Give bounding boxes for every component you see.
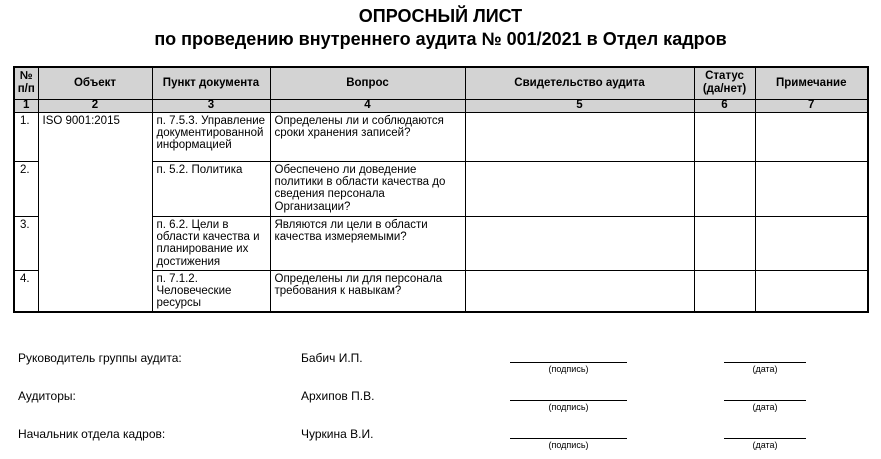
signature-line: (подпись) <box>510 400 627 413</box>
signature-role: Начальник отдела кадров: <box>18 427 166 441</box>
column-numbers-row <box>14 99 868 112</box>
row-number-cell: 2. <box>14 161 38 216</box>
row-number-cell: 3. <box>14 216 38 270</box>
table-row <box>14 112 868 161</box>
audit-table <box>13 66 869 313</box>
column-number-4: 4 <box>270 99 465 112</box>
clause-cell: п. 7.1.2. Человеческие ресурсы <box>152 270 270 312</box>
column-number-6: 6 <box>694 99 755 112</box>
question-cell: Обеспечено ли доведение политики в области качества до сведения персонала Организации? <box>270 161 465 216</box>
date-line: (дата) <box>724 400 806 413</box>
signature-role: Руководитель группы аудита: <box>18 351 182 365</box>
note-cell <box>755 216 868 270</box>
column-number-3: 3 <box>152 99 270 112</box>
col-header-object: Объект <box>38 67 152 99</box>
note-cell <box>755 112 868 161</box>
note-cell <box>755 161 868 216</box>
table-header-row <box>14 67 868 99</box>
signature-name: Чуркина В.И. <box>301 427 374 441</box>
evidence-cell <box>465 161 694 216</box>
date-line: (дата) <box>724 438 806 451</box>
col-header-evidence: Свидетельство аудита <box>465 67 694 99</box>
col-header-status: Статус (да/нет) <box>694 67 755 99</box>
signature-role: Аудиторы: <box>18 389 76 403</box>
col-header-note: Примечание <box>755 67 868 99</box>
clause-cell: п. 6.2. Цели в области качества и планирование их достижения <box>152 216 270 270</box>
signature-name: Архипов П.В. <box>301 389 375 403</box>
row-number-cell: 4. <box>14 270 38 312</box>
question-cell: Являются ли цели в области качества измеряемыми? <box>270 216 465 270</box>
col-header-clause: Пункт документа <box>152 67 270 99</box>
column-number-5: 5 <box>465 99 694 112</box>
question-cell: Определены ли для персонала требования к навыкам? <box>270 270 465 312</box>
evidence-cell <box>465 216 694 270</box>
column-number-1: 1 <box>14 99 38 112</box>
signature-line: (подпись) <box>510 362 627 375</box>
title-line-1: ОПРОСНЫЙ ЛИСТ <box>358 6 523 26</box>
question-cell: Определены ли и соблюдаются сроки хранения записей? <box>270 112 465 161</box>
clause-cell: п. 5.2. Политика <box>152 161 270 216</box>
date-line: (дата) <box>724 362 806 375</box>
status-cell <box>694 112 755 161</box>
object-cell: ISO 9001:2015 <box>38 112 152 312</box>
signature-name: Бабич И.П. <box>301 351 363 365</box>
row-number-cell: 1. <box>14 112 38 161</box>
col-header-num: № п/п <box>14 67 38 99</box>
clause-cell: п. 7.5.3. Управление документированной информацией <box>152 112 270 161</box>
status-cell <box>694 161 755 216</box>
evidence-cell <box>465 112 694 161</box>
col-header-question: Вопрос <box>270 67 465 99</box>
title-line-2: по проведению внутреннего аудита № 001/2021 в Отдел кадров <box>154 29 727 49</box>
column-number-2: 2 <box>38 99 152 112</box>
document-title <box>0 5 881 51</box>
note-cell <box>755 270 868 312</box>
column-number-7: 7 <box>755 99 868 112</box>
status-cell <box>694 216 755 270</box>
status-cell <box>694 270 755 312</box>
signature-line: (подпись) <box>510 438 627 451</box>
evidence-cell <box>465 270 694 312</box>
